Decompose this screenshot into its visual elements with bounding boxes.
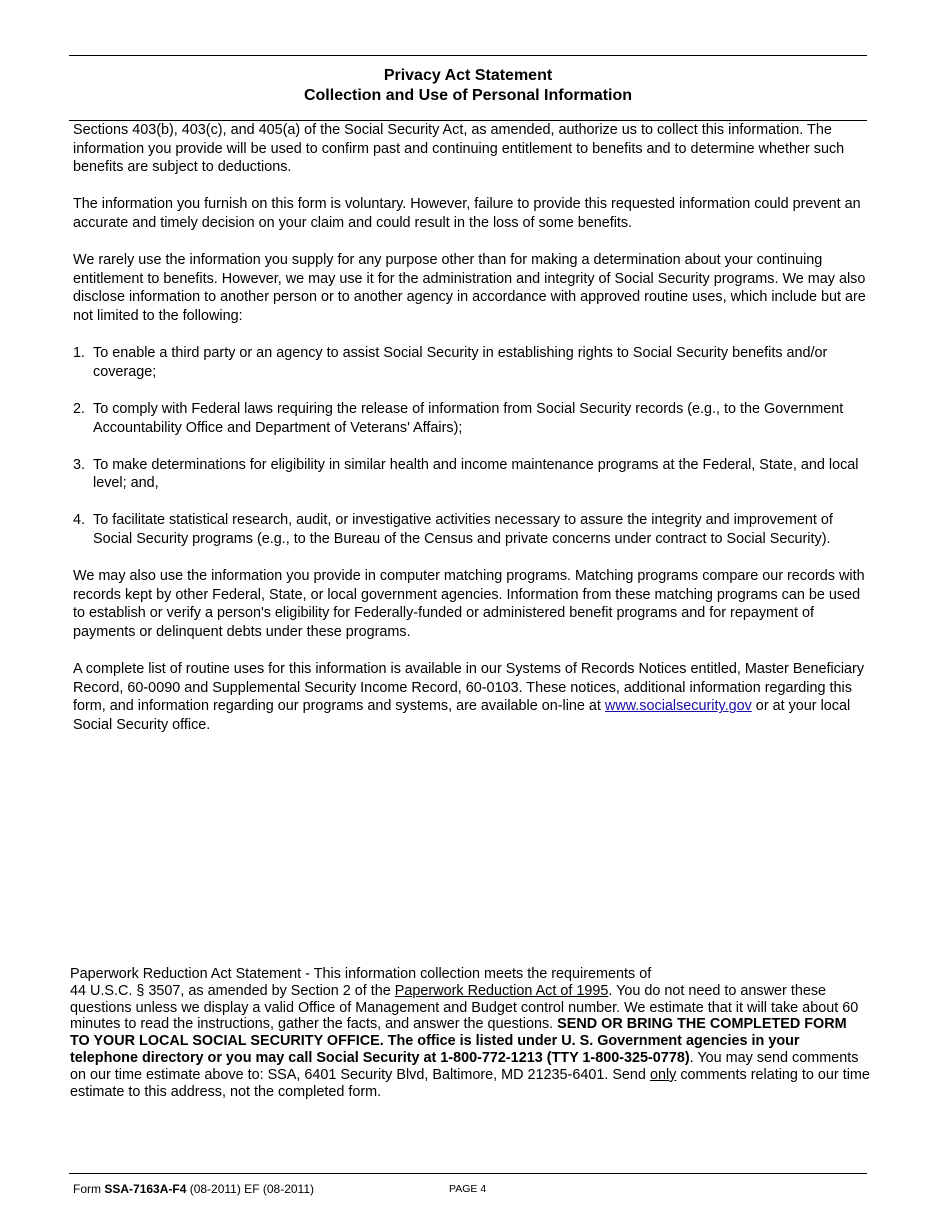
pra-only-emphasis: only — [649, 1066, 677, 1083]
pra-text-a: 44 U.S.C. § 3507, as amended by Section 2 of the — [70, 982, 395, 999]
footer-rule — [69, 1173, 867, 1174]
pra-intro-line: Paperwork Reduction Act Statement - This information collection meets the requirements of — [70, 966, 652, 982]
privacy-act-body — [73, 121, 868, 753]
list-item-text: To enable a third party or an agency to assist Social Security in establishing rights to Social Security benefits and/or coverage; — [93, 345, 828, 380]
list-item-text: To comply with Federal laws requiring the release of information from Social Security records (e.g., to the Government Accountability Office and Department of Veterans' Affairs); — [93, 400, 844, 436]
title-line-1: Privacy Act Statement — [383, 67, 553, 84]
pra-text-d: comments relating to our time estimate to this address, not the completed form. — [70, 1066, 870, 1100]
paragraph-authority: Sections 403(b), 403(c), and 405(a) of the Social Security Act, as amended, authorize us to collect this information. The information you provide will be used to confirm past and continuing entitlement to benefits and to determine whether such benefits are subject to deductions. — [73, 122, 845, 176]
paperwork-reduction-statement — [70, 966, 870, 1100]
pra-text-b: . You do not need to answer these questions unless we display a valid Office of Management and Budget control number. We estimate that it will take about 60 minutes to read the instructions, gather the facts, and answer the questions. — [70, 982, 859, 1033]
list-item — [73, 344, 868, 381]
paragraph-routine-uses: We rarely use the information you supply for any purpose other than for making a determination about your continuing entitlement to benefits. However, we may use it for the administration and integrity of Social Security programs. We may also disclose information to another person or to another agency in accordance with approved routine uses, which include but are not limited to the following: — [73, 252, 866, 324]
list-item-number: 1. — [73, 345, 86, 362]
records-text-before-link: A complete list of routine uses for this information is available in our Systems of Records Notices entitled, Master Beneficiary Record, 60-0090 and Supplemental Security Income Record, 60-0103. These notices, additional information regarding this form, and information regarding our programs and systems, are available on-line at — [73, 661, 865, 715]
list-item-text: To make determinations for eligibility in similar health and income maintenance programs at the Federal, State, and local level; and, — [93, 456, 859, 492]
paragraph-records-notices — [73, 660, 868, 734]
list-item-number: 2. — [73, 400, 86, 417]
page-number: PAGE 4 — [449, 1183, 487, 1195]
list-item-number: 3. — [73, 456, 86, 473]
form-edition: (08-2011) EF (08-2011) — [186, 1182, 314, 1196]
pra-body — [70, 983, 870, 1101]
routine-uses-list — [73, 344, 868, 549]
pra-act-name: Paperwork Reduction Act of 1995 — [394, 982, 609, 999]
page-title — [69, 66, 867, 106]
list-item-text: To facilitate statistical research, audit, or investigative activities necessary to assure the integrity and improvement of Social Security programs (e.g., to the Bureau of the Census and private concerns under contract to Social Security). — [93, 512, 833, 548]
top-rule — [69, 55, 867, 56]
list-item-number: 4. — [73, 512, 86, 529]
title-line-2: Collection and Use of Personal Information — [303, 87, 633, 104]
form-prefix: Form — [73, 1182, 105, 1196]
list-item — [73, 511, 868, 548]
form-identifier — [73, 1182, 314, 1196]
socialsecurity-link[interactable]: www.socialsecurity.gov — [604, 698, 752, 715]
form-number: SSA-7163A-F4 — [104, 1182, 187, 1196]
records-text-after-link: or at your local Social Security office. — [73, 698, 851, 733]
pra-bold-instruction: SEND OR BRING THE COMPLETED FORM TO YOUR LOCAL SOCIAL SECURITY OFFICE. The office is listed under U. S. Government agencies in your telephone directory or you may call Social Security at 1-800-772-1213 (TTY 1-800-325-0778) — [70, 1016, 847, 1066]
list-item — [73, 400, 868, 437]
paragraph-matching: We may also use the information you provide in computer matching programs. Matching programs compare our records with records kept by other Federal, State, or local government agencies. Information from these matching programs can be used to establish or verify a person's eligibility for Federally-funded or administered benefit programs and for repayment of payments or delinquent debts under these programs. — [73, 568, 865, 641]
pra-text-c: . You may send comments on our time estimate above to: SSA, 6401 Security Blvd, Baltimore, MD 21235-6401. Send — [70, 1049, 859, 1083]
paragraph-voluntary: The information you furnish on this form is voluntary. However, failure to provide this requested information could prevent an accurate and timely decision on your claim and could result in the loss of some benefits. — [73, 196, 861, 231]
list-item — [73, 456, 868, 493]
